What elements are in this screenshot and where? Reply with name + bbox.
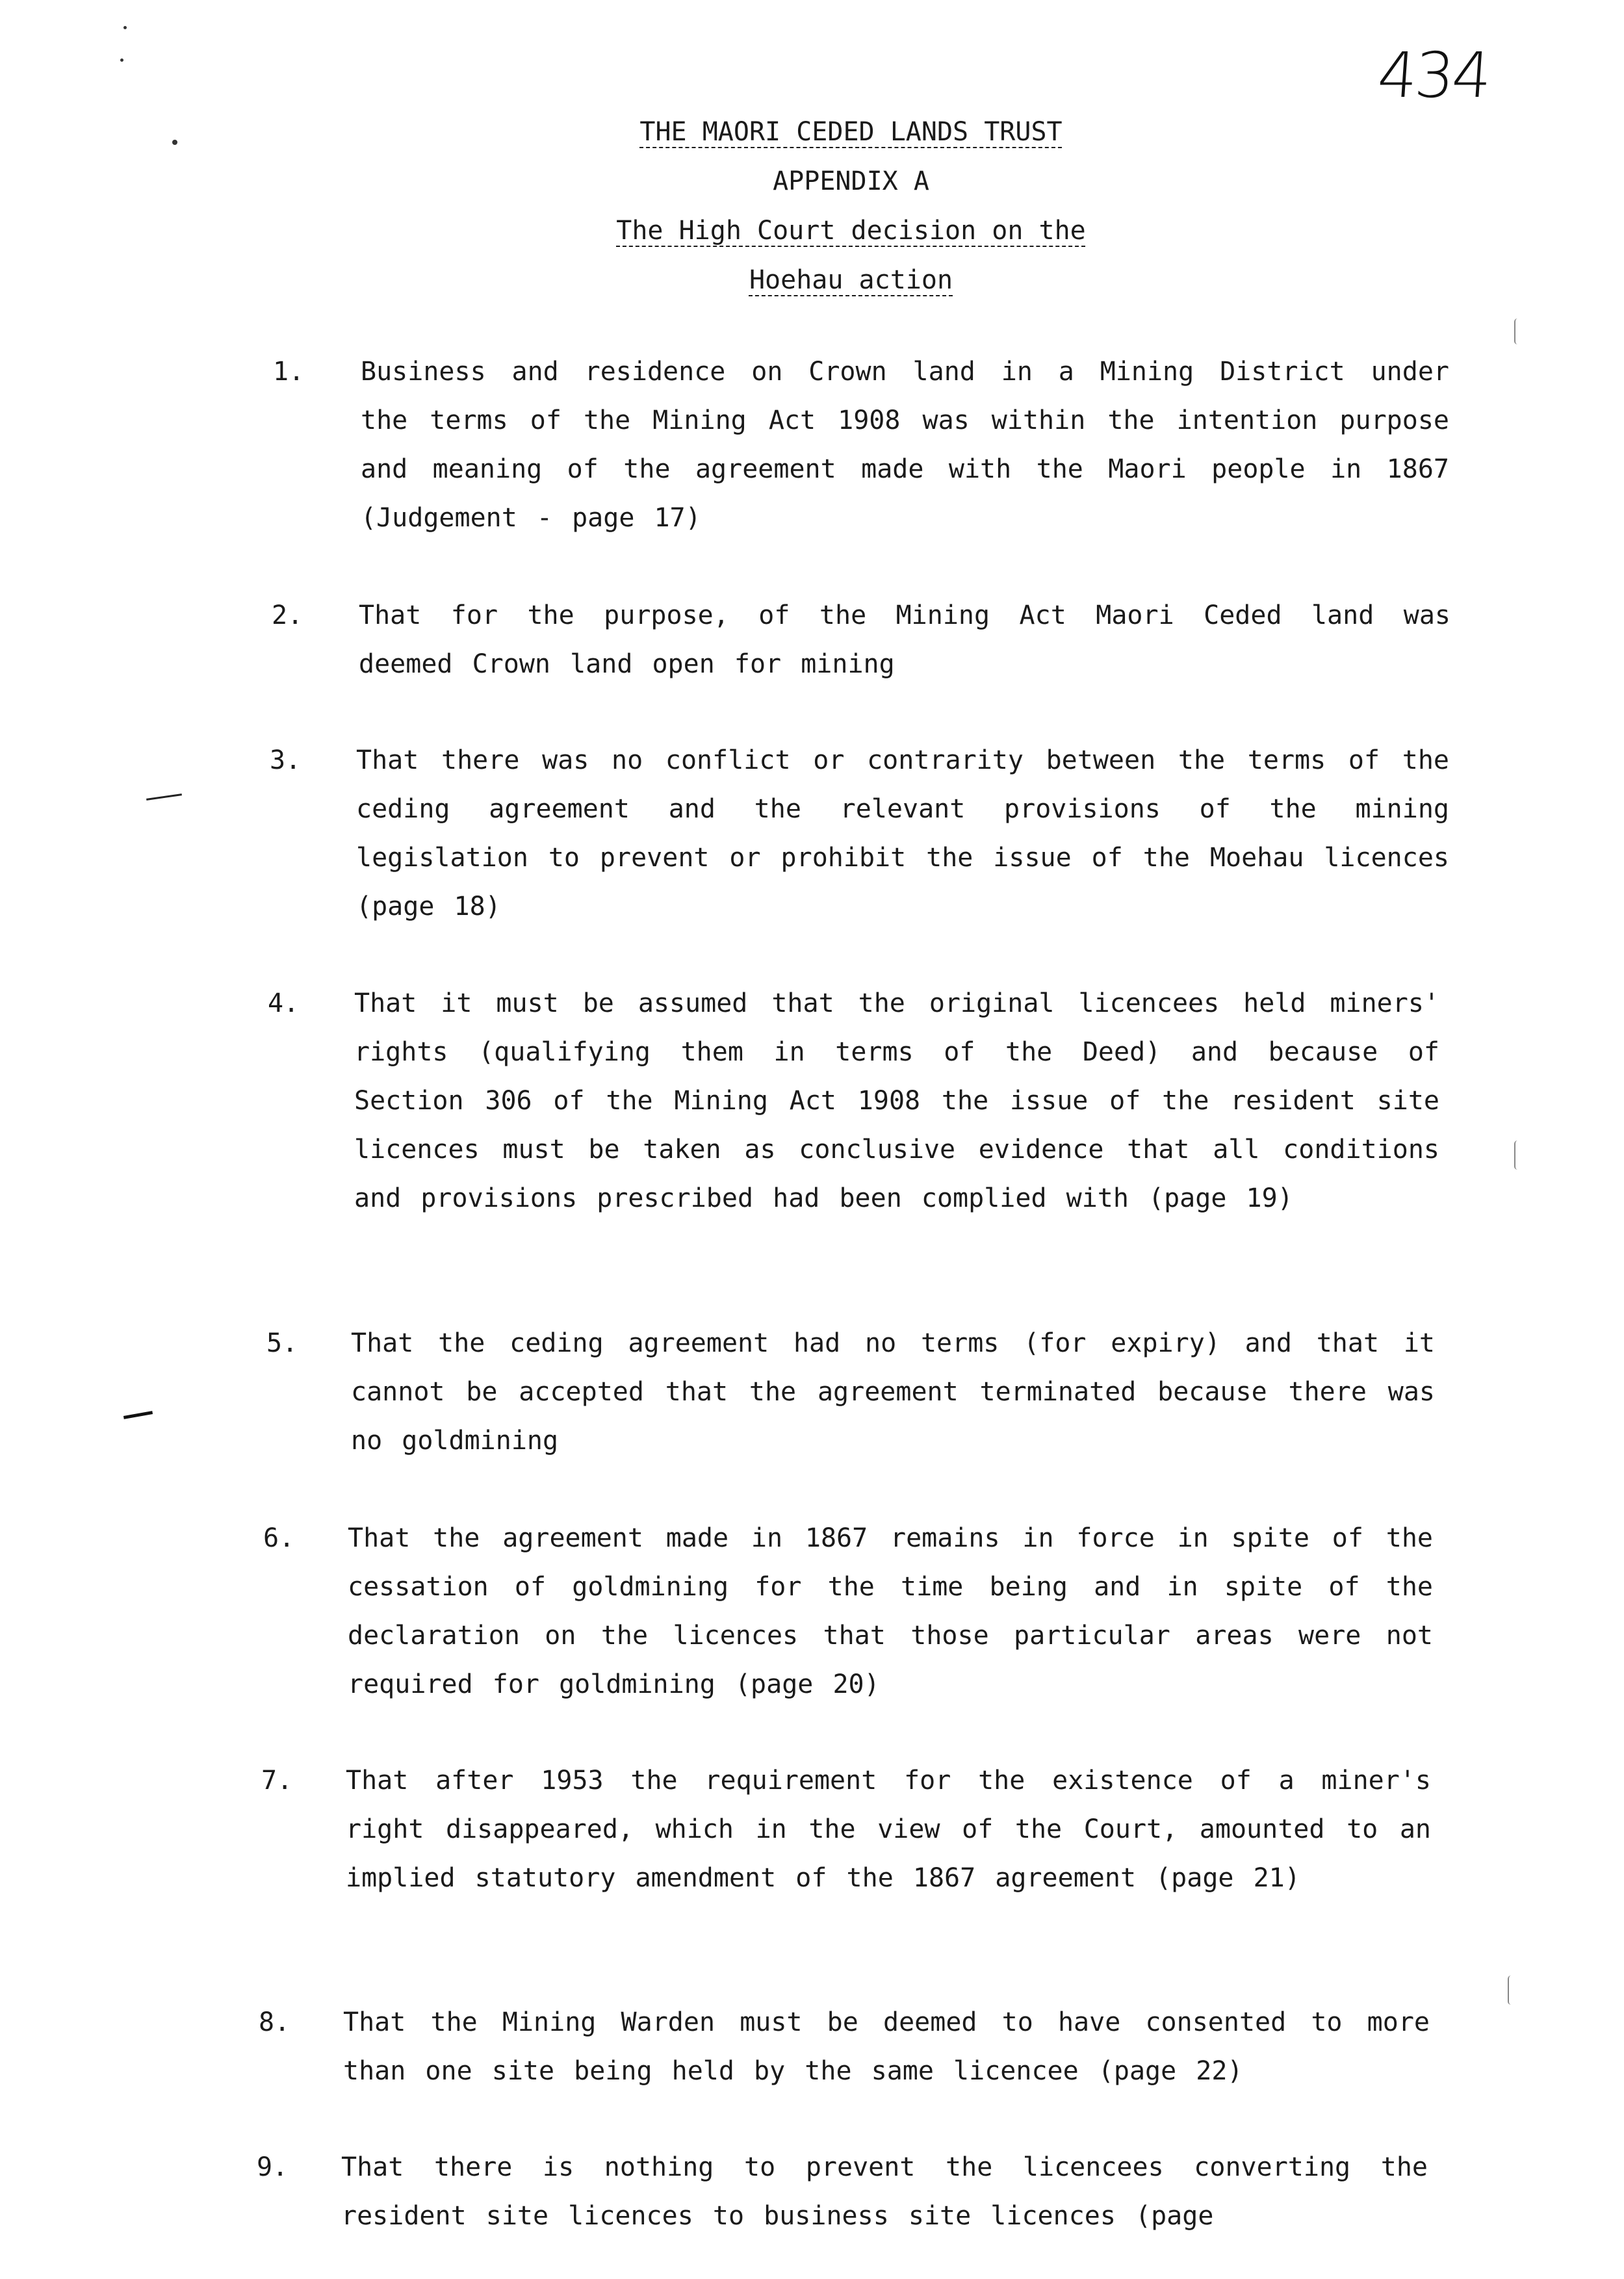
margin-mark [123,1411,153,1419]
item-number: 2. [272,600,303,630]
margin-mark [1514,318,1517,344]
scan-speck [172,140,177,145]
item-number: 9. [257,2152,289,2182]
document-header [0,107,1624,305]
item-text: That the Mining Warden must be deemed to have consented to more than one site being held by the same licencee (page 22) [343,2007,1430,2086]
item-text: That the agreement made in 1867 remains in force in spite of the cessation of goldmining for the time being and in spite of the declaration on the licences that those particular areas were not required for goldmining (page 20) [348,1523,1433,1699]
item-number: 4. [268,988,300,1018]
page-number: 434 [1375,39,1492,112]
scan-speck [123,26,127,29]
item-number: 1. [273,357,305,387]
subtitle-line-1: The High Court decision on the [616,216,1086,246]
item-text: That the ceding agreement had no terms (for expiry) and that it cannot be accepted that the agreement terminated because there was no goldmining [351,1328,1435,1456]
item-number: 8. [259,2007,290,2037]
margin-mark [146,793,182,801]
margin-mark [1514,1140,1517,1170]
item-text: That it must be assumed that the original licencees held miners' rights (qualifying them in terms of the Deed) and because of Section 306 of the Mining Act 1908 the issue of the resident site licences must be taken as conclusive evidence that all conditions and provisions prescribed had been complied with (page 19) [354,988,1439,1213]
item-text: That there is nothing to prevent the licencees converting the resident site licences to business site licences (page [341,2152,1428,2231]
item-number: 3. [270,745,302,775]
item-text: That for the purpose, of the Mining Act Maori Ceded land was deemed Crown land open for mining [359,600,1450,679]
item-number: 6. [263,1523,295,1553]
subtitle-line-2: Hoehau action [749,265,953,295]
scan-speck [120,58,123,62]
appendix-label: APPENDIX A [773,166,929,196]
item-text: That there was no conflict or contrarity between the terms of the ceding agreement and the relevant provisions of the mining legislation to prevent or prohibit the issue of the Moehau licences (page 18) [356,745,1449,921]
margin-mark [1508,1976,1511,2005]
item-text: Business and residence on Crown land in a Mining District under the terms of the Mining Act 1908 was within the intention purpose and meaning of the agreement made with the Maori people in 1867 (Judgement - page 17) [361,357,1449,533]
item-number: 5. [266,1328,298,1358]
document-title: THE MAORI CEDED LANDS TRUST [639,117,1063,147]
item-number: 7. [261,1766,293,1796]
item-text: That after 1953 the requirement for the existence of a miner's right disappeared, which in the view of the Court, amounted to an implied statutory amendment of the 1867 agreement (page 21) [346,1766,1431,1893]
